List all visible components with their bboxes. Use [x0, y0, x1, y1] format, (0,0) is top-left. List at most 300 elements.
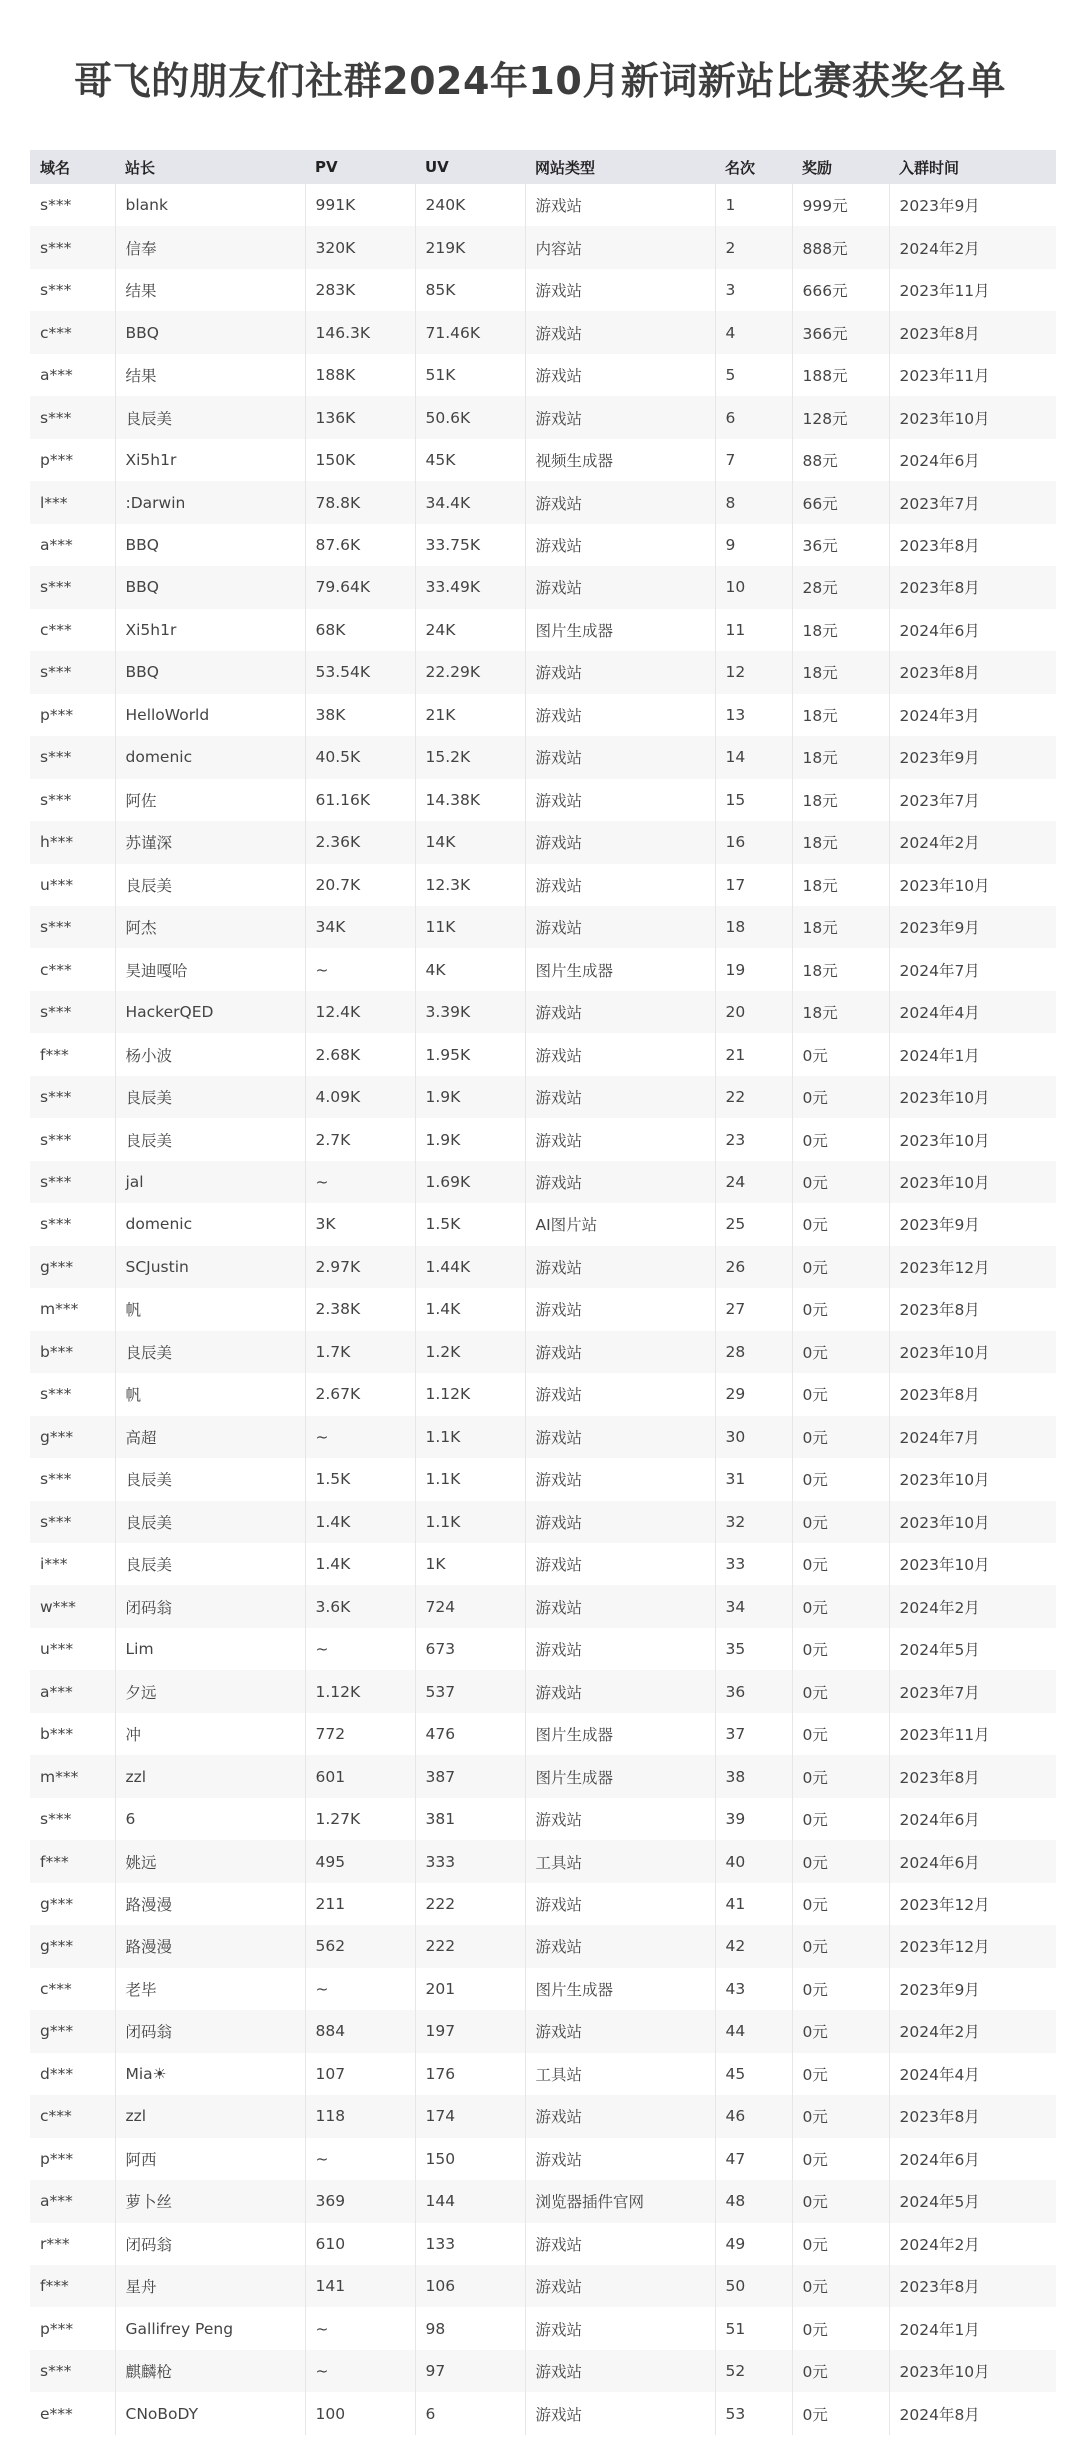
reward-cell: 0元 [792, 2095, 889, 2137]
domain-cell: s*** [30, 1118, 115, 1160]
join-date-cell: 2023年9月 [899, 1980, 980, 1999]
rank-cell: 50 [715, 2265, 792, 2307]
pv-cell: 146.3K [305, 311, 415, 353]
domain-cell: g*** [30, 1246, 115, 1288]
owner-cell: 良辰美 [115, 1458, 305, 1500]
pv-cell: 1.4K [305, 1543, 415, 1585]
site-type-cell: 游戏站 [525, 1925, 715, 1967]
owner-cell: 帆 [115, 1288, 305, 1330]
reward-cell: 18元 [792, 948, 889, 990]
uv-cell: 1.95K [415, 1033, 525, 1075]
owner-cell: 良辰美 [115, 1543, 305, 1585]
uv-cell: 1.2K [415, 1331, 525, 1373]
uv-cell: 97 [415, 2350, 525, 2392]
pv-cell: ~ [305, 2138, 415, 2180]
reward-cell: 18元 [792, 991, 889, 1033]
domain-cell: h*** [30, 821, 115, 863]
site-type-cell: 游戏站 [525, 779, 715, 821]
site-type-cell: 游戏站 [525, 269, 715, 311]
owner-cell: 夕远 [115, 1670, 305, 1712]
table-row [30, 396, 1056, 438]
reward-cell: 0元 [792, 1416, 889, 1458]
reward-cell: 999元 [792, 184, 889, 226]
rank-cell: 30 [715, 1416, 792, 1458]
owner-cell: Xi5h1r [115, 609, 305, 651]
domain-cell: s*** [30, 566, 115, 608]
domain-cell: c*** [30, 948, 115, 990]
site-type-cell: 游戏站 [525, 1033, 715, 1075]
domain-cell: s*** [30, 1161, 115, 1203]
owner-cell: 信奉 [115, 226, 305, 268]
join-date-cell: 2023年9月 [899, 749, 980, 768]
site-type-cell: 游戏站 [525, 1501, 715, 1543]
table-row [30, 906, 1056, 948]
rank-cell: 43 [715, 1968, 792, 2010]
join-date-cell: 2024年4月 [899, 2065, 980, 2084]
owner-cell: blank [115, 184, 305, 226]
pv-cell: 2.38K [305, 1288, 415, 1330]
uv-cell: 1.9K [415, 1118, 525, 1160]
uv-cell: 15.2K [415, 736, 525, 778]
domain-cell: g*** [30, 2010, 115, 2052]
domain-cell: s*** [30, 1076, 115, 1118]
rank-cell: 48 [715, 2180, 792, 2222]
reward-cell: 888元 [792, 226, 889, 268]
reward-cell: 0元 [792, 1713, 889, 1755]
site-type-cell: 游戏站 [525, 1246, 715, 1288]
owner-cell: 良辰美 [115, 864, 305, 906]
reward-cell: 0元 [792, 1925, 889, 1967]
reward-cell: 18元 [792, 779, 889, 821]
owner-cell: 路漫漫 [115, 1925, 305, 1967]
uv-cell: 1K [415, 1543, 525, 1585]
reward-cell: 36元 [792, 524, 889, 566]
join-date-cell: 2023年12月 [899, 1258, 990, 1277]
rank-cell: 42 [715, 1925, 792, 1967]
header-row [30, 150, 1056, 184]
site-type-cell: 游戏站 [525, 906, 715, 948]
join-date-cell: 2023年10月 [899, 1471, 990, 1490]
table-row [30, 1033, 1056, 1075]
join-date-cell: 2023年8月 [899, 664, 980, 683]
table-row [30, 1246, 1056, 1288]
site-type-cell: 游戏站 [525, 1883, 715, 1925]
reward-cell: 18元 [792, 821, 889, 863]
rank-cell: 49 [715, 2223, 792, 2265]
join-date-cell: 2023年10月 [899, 876, 990, 895]
owner-cell: BBQ [115, 651, 305, 693]
site-type-cell: 内容站 [525, 226, 715, 268]
reward-cell: 0元 [792, 2223, 889, 2265]
uv-cell: 50.6K [415, 396, 525, 438]
rank-cell: 1 [715, 184, 792, 226]
reward-cell: 0元 [792, 1076, 889, 1118]
reward-cell: 88元 [792, 439, 889, 481]
owner-cell: Gallifrey Peng [115, 2307, 305, 2349]
table-row [30, 1076, 1056, 1118]
site-type-cell: 游戏站 [525, 1585, 715, 1627]
pv-cell: 79.64K [305, 566, 415, 608]
table-row [30, 269, 1056, 311]
column-header-rank: 名次 [725, 158, 756, 177]
table-row [30, 311, 1056, 353]
uv-cell: 222 [415, 1925, 525, 1967]
site-type-cell: 游戏站 [525, 2010, 715, 2052]
rank-cell: 40 [715, 1840, 792, 1882]
domain-cell: a*** [30, 2180, 115, 2222]
domain-cell: c*** [30, 311, 115, 353]
rank-cell: 19 [715, 948, 792, 990]
rank-cell: 7 [715, 439, 792, 481]
pv-cell: ~ [305, 1416, 415, 1458]
reward-cell: 66元 [792, 481, 889, 523]
site-type-cell: 游戏站 [525, 1458, 715, 1500]
domain-cell: a*** [30, 1670, 115, 1712]
uv-cell: 1.44K [415, 1246, 525, 1288]
domain-cell: f*** [30, 1840, 115, 1882]
owner-cell: 良辰美 [115, 1118, 305, 1160]
owner-cell: :Darwin [115, 481, 305, 523]
domain-cell: c*** [30, 2095, 115, 2137]
pv-cell: 283K [305, 269, 415, 311]
pv-cell: 991K [305, 184, 415, 226]
site-type-cell: 浏览器插件官网 [525, 2180, 715, 2222]
table-row [30, 2180, 1056, 2222]
join-date-cell: 2023年8月 [899, 1386, 980, 1405]
uv-cell: 222 [415, 1883, 525, 1925]
rank-cell: 2 [715, 226, 792, 268]
table-row [30, 1288, 1056, 1330]
table-row [30, 2053, 1056, 2095]
pv-cell: 20.7K [305, 864, 415, 906]
uv-cell: 1.1K [415, 1501, 525, 1543]
pv-cell: 53.54K [305, 651, 415, 693]
table-row [30, 864, 1056, 906]
uv-cell: 1.69K [415, 1161, 525, 1203]
reward-cell: 18元 [792, 694, 889, 736]
rank-cell: 45 [715, 2053, 792, 2095]
join-date-cell: 2023年9月 [899, 197, 980, 216]
reward-cell: 18元 [792, 864, 889, 906]
domain-cell: a*** [30, 524, 115, 566]
reward-cell: 0元 [792, 1501, 889, 1543]
pv-cell: 495 [305, 1840, 415, 1882]
uv-cell: 85K [415, 269, 525, 311]
uv-cell: 150 [415, 2138, 525, 2180]
join-date-cell: 2024年6月 [899, 621, 980, 640]
pv-cell: 3.6K [305, 1585, 415, 1627]
rank-cell: 39 [715, 1798, 792, 1840]
table-body [30, 184, 1056, 2435]
owner-cell: Lim [115, 1628, 305, 1670]
table-row [30, 1543, 1056, 1585]
site-type-cell: 游戏站 [525, 651, 715, 693]
join-date-cell: 2023年10月 [899, 1089, 990, 1108]
domain-cell: c*** [30, 609, 115, 651]
pv-cell: 2.67K [305, 1373, 415, 1415]
join-date-cell: 2024年2月 [899, 2235, 980, 2254]
reward-cell: 28元 [792, 566, 889, 608]
join-date-cell: 2024年2月 [899, 239, 980, 258]
rank-cell: 33 [715, 1543, 792, 1585]
owner-cell: jal [115, 1161, 305, 1203]
table-row [30, 226, 1056, 268]
table-row [30, 2350, 1056, 2392]
site-type-cell: 工具站 [525, 2053, 715, 2095]
site-type-cell: 游戏站 [525, 2392, 715, 2434]
uv-cell: 33.75K [415, 524, 525, 566]
uv-cell: 34.4K [415, 481, 525, 523]
reward-cell: 0元 [792, 1203, 889, 1245]
table-row [30, 821, 1056, 863]
join-date-cell: 2024年3月 [899, 706, 980, 725]
table-row [30, 1373, 1056, 1415]
site-type-cell: 游戏站 [525, 566, 715, 608]
reward-cell: 128元 [792, 396, 889, 438]
pv-cell: 2.36K [305, 821, 415, 863]
reward-cell: 0元 [792, 1118, 889, 1160]
pv-cell: 610 [305, 2223, 415, 2265]
owner-cell: BBQ [115, 311, 305, 353]
owner-cell: Mia☀ [115, 2053, 305, 2095]
site-type-cell: 游戏站 [525, 991, 715, 1033]
site-type-cell: AI图片站 [525, 1203, 715, 1245]
owner-cell: 闭码翁 [115, 2010, 305, 2052]
rank-cell: 3 [715, 269, 792, 311]
reward-cell: 0元 [792, 1543, 889, 1585]
site-type-cell: 游戏站 [525, 1798, 715, 1840]
owner-cell: 结果 [115, 354, 305, 396]
domain-cell: p*** [30, 2307, 115, 2349]
pv-cell: 562 [305, 1925, 415, 1967]
pv-cell: 1.27K [305, 1798, 415, 1840]
join-date-cell: 2023年10月 [899, 1513, 990, 1532]
reward-cell: 0元 [792, 2180, 889, 2222]
owner-cell: HelloWorld [115, 694, 305, 736]
join-date-cell: 2023年8月 [899, 2278, 980, 2297]
join-date-cell: 2023年12月 [899, 1938, 990, 1957]
pv-cell: 150K [305, 439, 415, 481]
rank-cell: 21 [715, 1033, 792, 1075]
uv-cell: 3.39K [415, 991, 525, 1033]
join-date-cell: 2023年12月 [899, 1895, 990, 1914]
rank-cell: 28 [715, 1331, 792, 1373]
table-row [30, 779, 1056, 821]
reward-cell: 0元 [792, 1246, 889, 1288]
reward-cell: 0元 [792, 1331, 889, 1373]
rank-cell: 51 [715, 2307, 792, 2349]
page-title: 哥飞的朋友们社群2024年10月新词新站比赛获奖名单 [74, 59, 1006, 103]
rank-cell: 5 [715, 354, 792, 396]
rank-cell: 38 [715, 1755, 792, 1797]
rank-cell: 8 [715, 481, 792, 523]
table-row [30, 1628, 1056, 1670]
uv-cell: 21K [415, 694, 525, 736]
join-date-cell: 2023年7月 [899, 494, 980, 513]
pv-cell: 107 [305, 2053, 415, 2095]
reward-cell: 0元 [792, 1798, 889, 1840]
uv-cell: 12.3K [415, 864, 525, 906]
site-type-cell: 游戏站 [525, 2307, 715, 2349]
domain-cell: p*** [30, 439, 115, 481]
owner-cell: 良辰美 [115, 1501, 305, 1543]
site-type-cell: 游戏站 [525, 821, 715, 863]
domain-cell: u*** [30, 1628, 115, 1670]
table-row [30, 1118, 1056, 1160]
rank-cell: 34 [715, 1585, 792, 1627]
join-date-cell: 2023年8月 [899, 1301, 980, 1320]
column-header-site-type: 网站类型 [535, 158, 596, 177]
pv-cell: 136K [305, 396, 415, 438]
domain-cell: m*** [30, 1755, 115, 1797]
reward-cell: 188元 [792, 354, 889, 396]
uv-cell: 724 [415, 1585, 525, 1627]
uv-cell: 176 [415, 2053, 525, 2095]
table-row [30, 566, 1056, 608]
uv-cell: 381 [415, 1798, 525, 1840]
site-type-cell: 图片生成器 [525, 1713, 715, 1755]
rank-cell: 14 [715, 736, 792, 778]
reward-cell: 0元 [792, 1883, 889, 1925]
pv-cell: 12.4K [305, 991, 415, 1033]
table-row [30, 2138, 1056, 2180]
join-date-cell: 2023年8月 [899, 579, 980, 598]
domain-cell: e*** [30, 2392, 115, 2434]
rank-cell: 32 [715, 1501, 792, 1543]
join-date-cell: 2024年6月 [899, 1853, 980, 1872]
uv-cell: 133 [415, 2223, 525, 2265]
site-type-cell: 游戏站 [525, 1628, 715, 1670]
join-date-cell: 2023年10月 [899, 1343, 990, 1362]
site-type-cell: 游戏站 [525, 864, 715, 906]
uv-cell: 33.49K [415, 566, 525, 608]
site-type-cell: 游戏站 [525, 1670, 715, 1712]
site-type-cell: 图片生成器 [525, 948, 715, 990]
owner-cell: 阿西 [115, 2138, 305, 2180]
domain-cell: s*** [30, 1798, 115, 1840]
pv-cell: 188K [305, 354, 415, 396]
owner-cell: 姚远 [115, 1840, 305, 1882]
rank-cell: 23 [715, 1118, 792, 1160]
reward-cell: 0元 [792, 2350, 889, 2392]
domain-cell: f*** [30, 1033, 115, 1075]
table-row [30, 1670, 1056, 1712]
pv-cell: 40.5K [305, 736, 415, 778]
rank-cell: 36 [715, 1670, 792, 1712]
uv-cell: 51K [415, 354, 525, 396]
site-type-cell: 游戏站 [525, 1288, 715, 1330]
rank-cell: 41 [715, 1883, 792, 1925]
owner-cell: 闭码翁 [115, 2223, 305, 2265]
rank-cell: 25 [715, 1203, 792, 1245]
site-type-cell: 游戏站 [525, 694, 715, 736]
rank-cell: 18 [715, 906, 792, 948]
pv-cell: 1.5K [305, 1458, 415, 1500]
domain-cell: g*** [30, 1416, 115, 1458]
uv-cell: 4K [415, 948, 525, 990]
join-date-cell: 2024年6月 [899, 2150, 980, 2169]
pv-cell: ~ [305, 2350, 415, 2392]
pv-cell: 601 [305, 1755, 415, 1797]
site-type-cell: 游戏站 [525, 1076, 715, 1118]
reward-cell: 0元 [792, 2053, 889, 2095]
uv-cell: 240K [415, 184, 525, 226]
join-date-cell: 2024年2月 [899, 1598, 980, 1617]
uv-cell: 6 [415, 2392, 525, 2434]
table-row [30, 2392, 1056, 2434]
site-type-cell: 游戏站 [525, 1331, 715, 1373]
rank-cell: 44 [715, 2010, 792, 2052]
column-header-join-date: 入群时间 [899, 158, 960, 177]
pv-cell: 34K [305, 906, 415, 948]
site-type-cell: 游戏站 [525, 396, 715, 438]
owner-cell: 萝卜丝 [115, 2180, 305, 2222]
domain-cell: s*** [30, 779, 115, 821]
reward-cell: 0元 [792, 1968, 889, 2010]
table-row [30, 1458, 1056, 1500]
site-type-cell: 图片生成器 [525, 1755, 715, 1797]
owner-cell: 星舟 [115, 2265, 305, 2307]
rank-cell: 4 [715, 311, 792, 353]
site-type-cell: 游戏站 [525, 1416, 715, 1458]
uv-cell: 537 [415, 1670, 525, 1712]
reward-cell: 0元 [792, 1585, 889, 1627]
reward-cell: 0元 [792, 1840, 889, 1882]
owner-cell: 路漫漫 [115, 1883, 305, 1925]
join-date-cell: 2024年8月 [899, 2405, 980, 2424]
rank-cell: 46 [715, 2095, 792, 2137]
rank-cell: 26 [715, 1246, 792, 1288]
table-row [30, 354, 1056, 396]
join-date-cell: 2024年7月 [899, 1428, 980, 1447]
table-row [30, 2265, 1056, 2307]
rank-cell: 37 [715, 1713, 792, 1755]
reward-cell: 0元 [792, 1458, 889, 1500]
domain-cell: p*** [30, 2138, 115, 2180]
table-row [30, 2223, 1056, 2265]
pv-cell: 68K [305, 609, 415, 651]
owner-cell: zzl [115, 1755, 305, 1797]
domain-cell: f*** [30, 2265, 115, 2307]
domain-cell: s*** [30, 1501, 115, 1543]
table-row [30, 651, 1056, 693]
reward-cell: 0元 [792, 2307, 889, 2349]
uv-cell: 387 [415, 1755, 525, 1797]
table-row [30, 2307, 1056, 2349]
reward-cell: 18元 [792, 906, 889, 948]
owner-cell: Xi5h1r [115, 439, 305, 481]
uv-cell: 106 [415, 2265, 525, 2307]
join-date-cell: 2024年4月 [899, 1004, 980, 1023]
join-date-cell: 2024年6月 [899, 452, 980, 471]
join-date-cell: 2023年11月 [899, 1726, 990, 1745]
owner-cell: SCJustin [115, 1246, 305, 1288]
join-date-cell: 2023年7月 [899, 791, 980, 810]
pv-cell: 772 [305, 1713, 415, 1755]
table-row [30, 1755, 1056, 1797]
uv-cell: 144 [415, 2180, 525, 2222]
uv-cell: 45K [415, 439, 525, 481]
rank-cell: 12 [715, 651, 792, 693]
owner-cell: domenic [115, 1203, 305, 1245]
table-row [30, 694, 1056, 736]
site-type-cell: 游戏站 [525, 1543, 715, 1585]
reward-cell: 0元 [792, 1628, 889, 1670]
site-type-cell: 游戏站 [525, 1161, 715, 1203]
site-type-cell: 游戏站 [525, 311, 715, 353]
rank-cell: 47 [715, 2138, 792, 2180]
site-type-cell: 游戏站 [525, 354, 715, 396]
